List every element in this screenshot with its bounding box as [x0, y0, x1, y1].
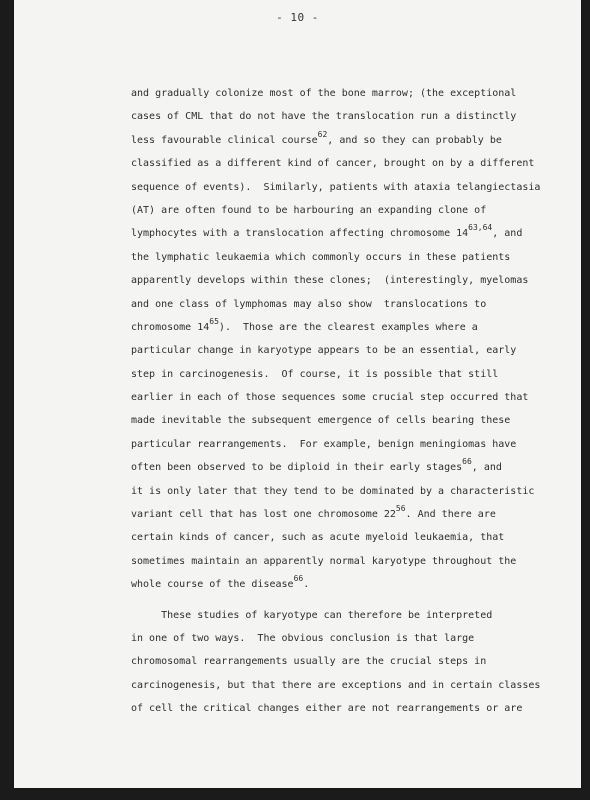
text-segment: variant cell that has lost one chromosome 22 — [131, 509, 396, 521]
text-segment: cases of CML that do not have the translocation run a distinctly — [131, 111, 517, 123]
text-line — [131, 316, 571, 339]
citation-superscript: 66 — [462, 457, 472, 467]
text-segment: and gradually colonize most of the bone marrow; (the exceptional — [131, 88, 517, 99]
text-line — [131, 503, 571, 526]
text-line — [131, 339, 571, 362]
text-line — [131, 363, 571, 386]
text-line — [131, 604, 571, 627]
text-line — [131, 176, 571, 199]
text-segment: lymphocytes with a translocation affecting chromosome 14 — [131, 228, 469, 240]
text-segment: less favourable clinical course — [131, 134, 318, 146]
text-line — [131, 293, 571, 316]
citation-superscript: 65 — [209, 316, 219, 326]
text-line — [131, 269, 571, 292]
text-segment: chromosomal rearrangements usually are the crucial steps in — [131, 656, 487, 668]
text-segment: the lymphatic leukaemia which commonly occurs in these patients — [131, 251, 511, 263]
text-segment: sometimes maintain an apparently normal karyotype throughout the — [131, 555, 517, 567]
text-line — [131, 456, 571, 479]
text-line — [131, 152, 571, 175]
text-segment: certain kinds of cancer, such as acute myeloid leukaemia, that — [131, 532, 505, 544]
text-segment: and one class of lymphomas may also show translocations to — [131, 298, 487, 310]
text-line — [131, 199, 571, 222]
text-segment: , and — [492, 228, 523, 240]
text-line — [131, 627, 571, 650]
page-number: - 10 - — [276, 11, 319, 24]
text-line — [131, 433, 571, 456]
text-segment: earlier in each of those sequences some crucial step occurred that — [131, 392, 529, 404]
citation-superscript: 56 — [395, 504, 406, 514]
text-segment: made inevitable the subsequent emergence of cells bearing these — [131, 415, 511, 427]
text-segment: whole course of the disease — [131, 579, 294, 591]
text-line — [131, 550, 571, 573]
text-segment: . — [303, 579, 310, 591]
text-segment: in one of two ways. The obvious conclusion is that large — [131, 632, 475, 644]
text-segment: particular rearrangements. For example, benign meningiomas have — [131, 438, 517, 450]
text-segment: . And there are — [405, 509, 496, 521]
text-line — [131, 246, 571, 269]
citation-superscript: 63,64 — [468, 223, 493, 233]
text-segment: , and so they can probably be — [327, 134, 502, 146]
text-segment: often been observed to be diploid in their early stages — [131, 462, 463, 474]
text-segment: of cell the critical changes either are not rearrangements or are — [131, 703, 523, 715]
text-line — [131, 82, 571, 105]
text-segment: ). Those are the clearest examples where a — [218, 321, 478, 333]
text-line — [131, 222, 571, 245]
text-line — [131, 409, 571, 432]
document-page — [14, 0, 581, 788]
citation-superscript: 62 — [317, 129, 328, 139]
text-segment: it is only later that they tend to be dominated by a characteristic — [131, 485, 535, 497]
text-line — [131, 697, 571, 720]
text-segment: particular change in karyotype appears to be an essential, early — [131, 345, 517, 357]
text-line — [131, 573, 571, 596]
text-line — [131, 129, 571, 152]
text-segment: (AT) are often found to be harbouring an expanding clone of — [131, 204, 487, 216]
text-segment: sequence of events). Similarly, patients with ataxia telangiectasia — [131, 181, 541, 193]
text-line — [131, 526, 571, 549]
text-segment: chromosome 14 — [131, 321, 210, 333]
citation-superscript: 66 — [293, 574, 304, 584]
text-line — [131, 105, 571, 128]
text-segment: , and — [471, 462, 502, 474]
text-line — [131, 480, 571, 503]
text-segment: apparently develops within these clones; (interestingly, myelomas — [131, 275, 529, 287]
text-line — [131, 386, 571, 409]
text-line — [131, 674, 571, 697]
body-text — [131, 82, 571, 721]
text-segment: These studies of karyotype can therefore be interpreted — [131, 609, 493, 621]
text-segment: carcinogenesis, but that there are exceptions and in certain classes — [131, 679, 541, 691]
text-segment: classified as a different kind of cancer, brought on by a different — [131, 158, 535, 170]
text-line — [131, 650, 571, 673]
text-segment: step in carcinogenesis. Of course, it is possible that still — [131, 368, 499, 380]
